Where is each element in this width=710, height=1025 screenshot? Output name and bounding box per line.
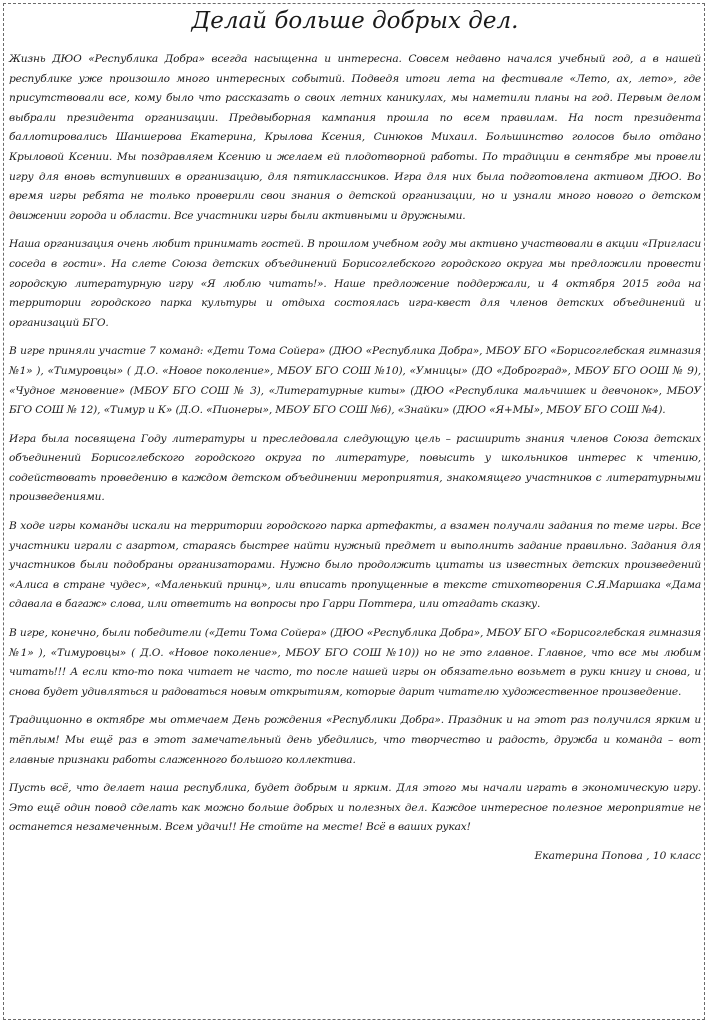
document-body	[9, 6, 701, 867]
paragraph-5: В ходе игры команды искали на территории городского парка артефакты, а взамен получали задания по теме игры. Все участники играли с азартом, стараясь быстрее найти нужный предмет и выполнить задание правильно. Задания для участников были подобраны организаторами. Нужно было продолжить цитаты из известных детских произведений «Алиса в стране чудес», «Маленький принц», или вписать пропущенные в тексте стихотворения С.Я.Маршака «Дама сдавала в багаж» слова, или ответить на вопросы про Гарри Поттера, или отгадать сказку.	[9, 520, 701, 611]
author-signature: Екатерина Попова , 10 класс	[534, 849, 701, 862]
paragraph-2: Наша организация очень любит принимать гостей. В прошлом учебном году мы активно участвовали в акции «Пригласи соседа в гости». На слете Союза детских объединений Борисоглебского городского округа мы предложили провести городскую литературную игру «Я люблю читать!». Наше предложение поддержали, и 4 октября 2015 года на территории городского парка культуры и отдыха состоялась игра-квест для членов детских объединений и организаций БГО.	[9, 238, 701, 329]
paragraph-8: Пусть всё, что делает наша республика, будет добрым и ярким. Для этого мы начали играть в экономическую игру. Это ещё один повод сделать как можно больше добрых и полезных дел. Каждое интересное полезное мероприятие не останется незамеченным. Всем удачи!! Не стойте на месте! Всё в ваших руках!	[9, 782, 701, 834]
paragraph-3: В игре приняли участие 7 команд: «Дети Тома Сойера» (ДЮО «Республика Добра», МБОУ БГО «Борисоглебская гимназия №1» ), «Тимуровцы» ( Д.О. «Новое поколение», МБОУ БГО СОШ №10), «Умницы» (ДО «Доброград», МБОУ БГО ООШ № 9), «Чудное мгновение» (МБОУ БГО СОШ № 3), «Литературные киты» (ДЮО «Республика мальчишек и девчонок», МБОУ БГО СОШ № 12), «Тимур и К» (Д.О. «Пионеры», МБОУ БГО СОШ №6), «Знайки» (ДЮО «Я+МЫ», МБОУ БГО СОШ №4).	[9, 345, 701, 417]
paragraph-7: Традиционно в октябре мы отмечаем День рождения «Республики Добра». Праздник и на этот раз получился ярким и тёплым! Мы ещё раз в этот замечательный день убедились, что творчество и радость, дружба и команда – вот главные признаки работы слаженного большого коллектива.	[9, 714, 701, 766]
paragraph-4: Игра была посвящена Году литературы и преследовала следующую цель – расширить знания членов Союза детских объединений Борисоглебского городского округа по литературе, повысить у школьников интерес к чтению, содействовать проведению в каждом детском объединении мероприятия, знакомящего участников с литературными произведениями.	[9, 432, 701, 504]
paragraph-1: Жизнь ДЮО «Республика Добра» всегда насыщенна и интересна. Совсем недавно начался учебный год, а в нашей республике уже произошло много интересных событий. Подведя итоги лета на фестивале «Лето, ах, лето», где присутствовали все, кому было что рассказать о своих летних каникулах, мы наметили планы на год. Первым делом выбрали президента организации. Предвыборная кампания прошла по всем правилам. На пост президента баллотировались Шаншерова Екатерина, Крылова Ксения, Синюков Михаил. Большинство голосов было отдано Крыловой Ксении. Мы поздравляем Ксению и желаем ей плодотворной работы. По традиции в сентябре мы провели игру для вновь вступивших в организацию, для пятиклассников. Игра для них была подготовлена активом ДЮО. Во время игры ребята не только проверили свои знания о детской организации, но и узнали много нового о детском движении города и области. Все участники игры были активными и дружными.	[9, 53, 701, 222]
page-title: Делай больше добрых дел.	[191, 8, 519, 34]
paragraph-6: В игре, конечно, были победители («Дети Тома Сойера» (ДЮО «Республика Добра», МБОУ БГО «Борисоглебская гимназия №1» ), «Тимуровцы» ( Д.О. «Новое поколение», МБОУ БГО СОШ №10)) но не это главное. Главное, что все мы любим читать!!! А если кто-то пока читает не часто, то после нашей игры он обязательно возьмет в руки книгу и снова, и снова будет удивляться и радоваться новым открытиям, которые дарит читателю художественное произведение.	[9, 627, 701, 698]
